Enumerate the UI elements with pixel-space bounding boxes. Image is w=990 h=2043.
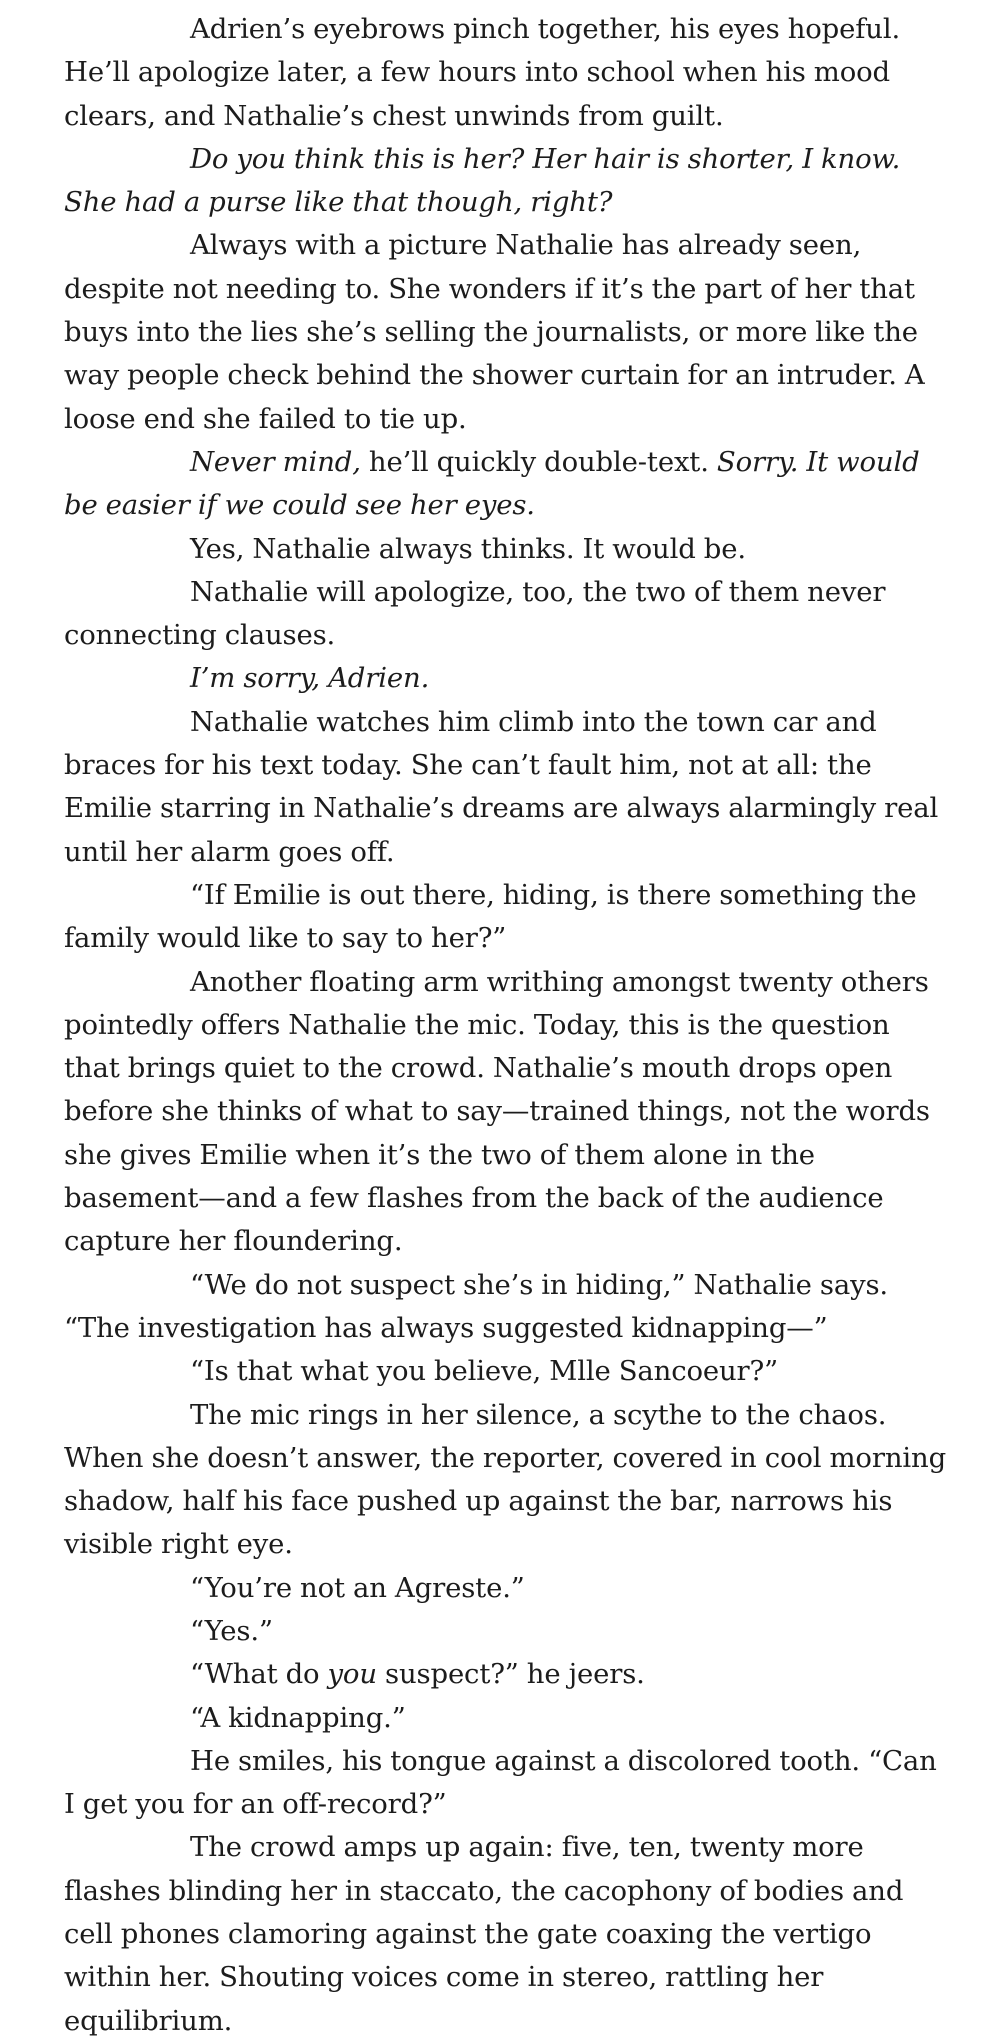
text-segment: Another floating arm writhing amongst twenty others pointedly offers Nathalie the mic. Today, this is the question that brings quiet to the crowd. Nathalie’s mouth drops open before she thinks of what to say—trained things, not the words she gives Emilie when it’s the two of them alone in the basement—and a few flashes from the back of the audience capture her floundering. [64, 965, 930, 1258]
text-segment: He smiles, his tongue against a discolored tooth. “Can I get you for an off-record?” [64, 1744, 937, 1821]
paragraph [64, 657, 948, 700]
text-segment: Nathalie watches him climb into the town car and braces for his text today. She can’t fault him, not at all: the Emilie starring in Nathalie’s dreams are always alarmingly real until her alarm goes off. [64, 705, 939, 868]
paragraph [64, 1826, 948, 2042]
paragraph [64, 1653, 948, 1696]
text-segment: “Is that what you believe, Mlle Sancoeur?” [190, 1355, 779, 1388]
paragraph [64, 701, 948, 874]
italic-text-segment: Sorry. It would be easier if we could see her eyes. [64, 445, 920, 522]
italic-text-segment: you [327, 1658, 377, 1691]
text-segment: The crowd amps up again: five, ten, twenty more flashes blinding her in staccato, the cacophony of bodies and cell phones clamoring against the gate coaxing the vertigo within her. Shouting voices come in stereo, rattling her equilibrium. [64, 1831, 904, 2037]
paragraph [64, 138, 948, 225]
paragraph [64, 874, 948, 961]
text-segment: Yes, Nathalie always thinks. It would be. [190, 532, 746, 565]
text-segment: “What do [190, 1658, 328, 1691]
text-segment: he’ll quickly double-text. [360, 445, 717, 478]
paragraph [64, 1394, 948, 1567]
paragraph [64, 1567, 948, 1610]
italic-text-segment: I’m sorry, Adrien. [190, 662, 430, 695]
text-segment: “We do not suspect she’s in hiding,” Nathalie says. “The investigation has always suggested kidnapping—” [64, 1268, 889, 1344]
paragraph [64, 224, 948, 440]
paragraph [64, 441, 948, 528]
italic-text-segment: Never mind, [190, 445, 361, 478]
text-segment: The mic rings in her silence, a scythe to the chaos. When she doesn’t answer, the reporter, covered in cool morning shadow, half his face pushed up against the bar, narrows his visible right eye. [64, 1398, 947, 1561]
italic-text-segment: Do you think this is her? Her hair is shorter, I know. She had a purse like that though, right? [64, 142, 901, 219]
text-segment: “If Emilie is out there, hiding, is there something the family would like to say to her?” [64, 878, 917, 955]
paragraph [64, 8, 948, 138]
text-segment: Always with a picture Nathalie has already seen, despite not needing to. She wonders if it’s the part of her that buys into the lies she’s selling the journalists, or more like the way people check behind the shower curtain for an intruder. A loose end she failed to tie up. [64, 229, 925, 435]
paragraph [64, 961, 948, 1264]
text-segment: “Yes.” [190, 1614, 273, 1647]
story-text-body [64, 8, 948, 2043]
paragraph [64, 1610, 948, 1653]
paragraph [64, 1264, 948, 1351]
text-segment: “You’re not an Agreste.” [190, 1571, 525, 1604]
paragraph [64, 1740, 948, 1827]
text-segment: Adrien’s eyebrows pinch together, his eyes hopeful. He’ll apologize later, a few hours into school when his mood clears, and Nathalie’s chest unwinds from guilt. [64, 13, 901, 132]
text-segment: Nathalie will apologize, too, the two of them never connecting clauses. [64, 575, 886, 652]
paragraph [64, 528, 948, 571]
text-segment: “A kidnapping.” [190, 1701, 406, 1734]
paragraph [64, 1350, 948, 1393]
paragraph [64, 1697, 948, 1740]
paragraph [64, 571, 948, 658]
text-segment: suspect?” he jeers. [376, 1658, 645, 1691]
